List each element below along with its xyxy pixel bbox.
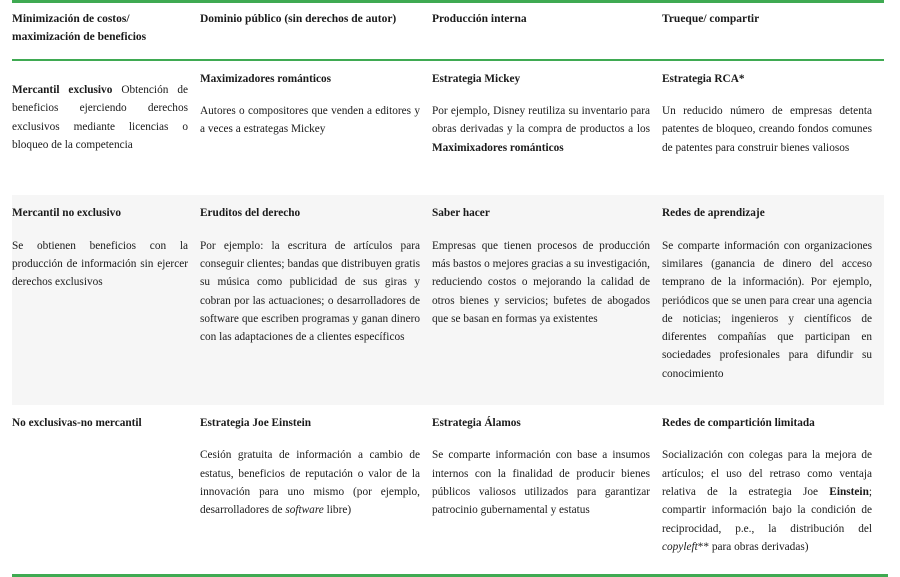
cell-r2c3-title: Saber hacer — [432, 207, 490, 220]
cell-r2c4 — [662, 195, 884, 405]
column-header-4-label: Trueque/ compartir — [662, 13, 760, 25]
cell-r1c2-title: Maximizadores románticos — [200, 72, 332, 85]
cell-r2c2-body: Por ejemplo: la escritura de artículos para conseguir clientes; bandas que distribuyen gratis su música como publicidad de sus giras y cobran por las actuaciones; o desarrolladores de software que escriben programas y ganan dinero con las adaptaciones de a clientes específicos — [200, 239, 420, 344]
cell-r3c3-title: Estrategia Álamos — [432, 417, 521, 430]
cell-r3c2-body: Cesión gratuita de información a cambio de estatus, beneficios de reputación o valor de la innovación para uno mismo (por ejemplo, desarrolladores de software libre) — [200, 449, 420, 517]
table-header-row — [12, 2, 884, 60]
column-header-3-label: Producción interna — [432, 13, 527, 25]
strategy-matrix-table — [12, 0, 884, 574]
cell-r3c4 — [662, 405, 884, 574]
cell-r2c2-title: Eruditos del derecho — [200, 207, 301, 220]
cell-r1c4-body: Un reducido número de empresas detenta patentes de bloqueo, creando fondos comunes de patentes para construir bienes valiosos — [662, 104, 872, 154]
column-header-4 — [662, 2, 884, 60]
table-row — [12, 195, 884, 405]
column-header-1 — [12, 2, 200, 60]
cell-r2c1 — [12, 195, 200, 405]
cell-r1c1-body: Obtención de beneficios ejerciendo derechos exclusivos mediante licencias o bloqueo de la competencia — [12, 83, 188, 151]
cell-r2c4-body: Se comparte información con organizaciones similares (ganancia de dinero del acceso temprano de la información). Por ejemplo, periódicos que se unen para crear una agencia de noticias; ingenieros y científicos de diferentes compañías que participan en sociedades profesionales para difundir su conocimiento — [662, 239, 872, 380]
cell-r3c3 — [432, 405, 662, 574]
cell-r1c2-body: Autores o compositores que venden a editores y a veces a estrategas Mickey — [200, 104, 420, 136]
cell-r1c2 — [200, 60, 432, 196]
cell-r2c1-title: Mercantil no exclusivo — [12, 207, 121, 220]
cell-r2c4-title: Redes de aprendizaje — [662, 207, 765, 220]
cell-r3c4-body: Socialización con colegas para la mejora de artículos; el uso del retraso como ventaja relativa de la estrategia Joe Einstein; compartir información bajo la condición de reciprocidad, p.e., la distribución del copyleft** para obras derivadas) — [662, 449, 872, 553]
table-row — [12, 60, 884, 196]
cell-r2c3 — [432, 195, 662, 405]
column-header-2 — [200, 2, 432, 60]
cell-r3c4-title: Redes de compartición limitada — [662, 417, 815, 430]
cell-r1c3 — [432, 60, 662, 196]
cell-r1c3-body: Por ejemplo, Disney reutiliza su inventario para obras derivadas y la compra de productos a los Maximixadores románticos — [432, 104, 650, 154]
cell-r2c2 — [200, 195, 432, 405]
cell-r2c3-body: Empresas que tienen procesos de producción más bastos o mejores gracias a su investigación, reduciendo costos o mejorando la calidad de otros bienes y servicios; bufetes de abogados que se basan en formas ya existentes — [432, 239, 650, 325]
cell-r1c1 — [12, 60, 200, 196]
cell-r3c2-title: Estrategia Joe Einstein — [200, 417, 312, 430]
cell-r3c1 — [12, 405, 200, 574]
cell-r3c1-title: No exclusivas-no mercantil — [12, 417, 142, 430]
cell-r1c4 — [662, 60, 884, 196]
column-header-2-label: Dominio público (sin derechos de autor) — [200, 13, 397, 25]
column-header-1-label: Minimización de costos/ maximización de beneficios — [12, 13, 147, 43]
table-body — [12, 60, 884, 575]
table-row — [12, 405, 884, 574]
cell-r1c3-title: Estrategia Mickey — [432, 72, 521, 85]
table-header — [12, 2, 884, 60]
cell-r3c2 — [200, 405, 432, 574]
cell-r1c1-title: Mercantil exclusivo — [12, 83, 113, 96]
cell-r1c4-title: Estrategia RCA* — [662, 72, 745, 85]
column-header-3 — [432, 2, 662, 60]
cell-r1c1-paragraph — [12, 81, 188, 154]
cell-r2c1-body: Se obtienen beneficios con la producción de información sin ejercer derechos exclusivos — [12, 239, 188, 289]
cell-r3c3-body: Se comparte información con base a insumos internos con la finalidad de producir bienes públicos valiosos utilizados para garantizar patrocinio gubernamental y estatus — [432, 449, 650, 517]
